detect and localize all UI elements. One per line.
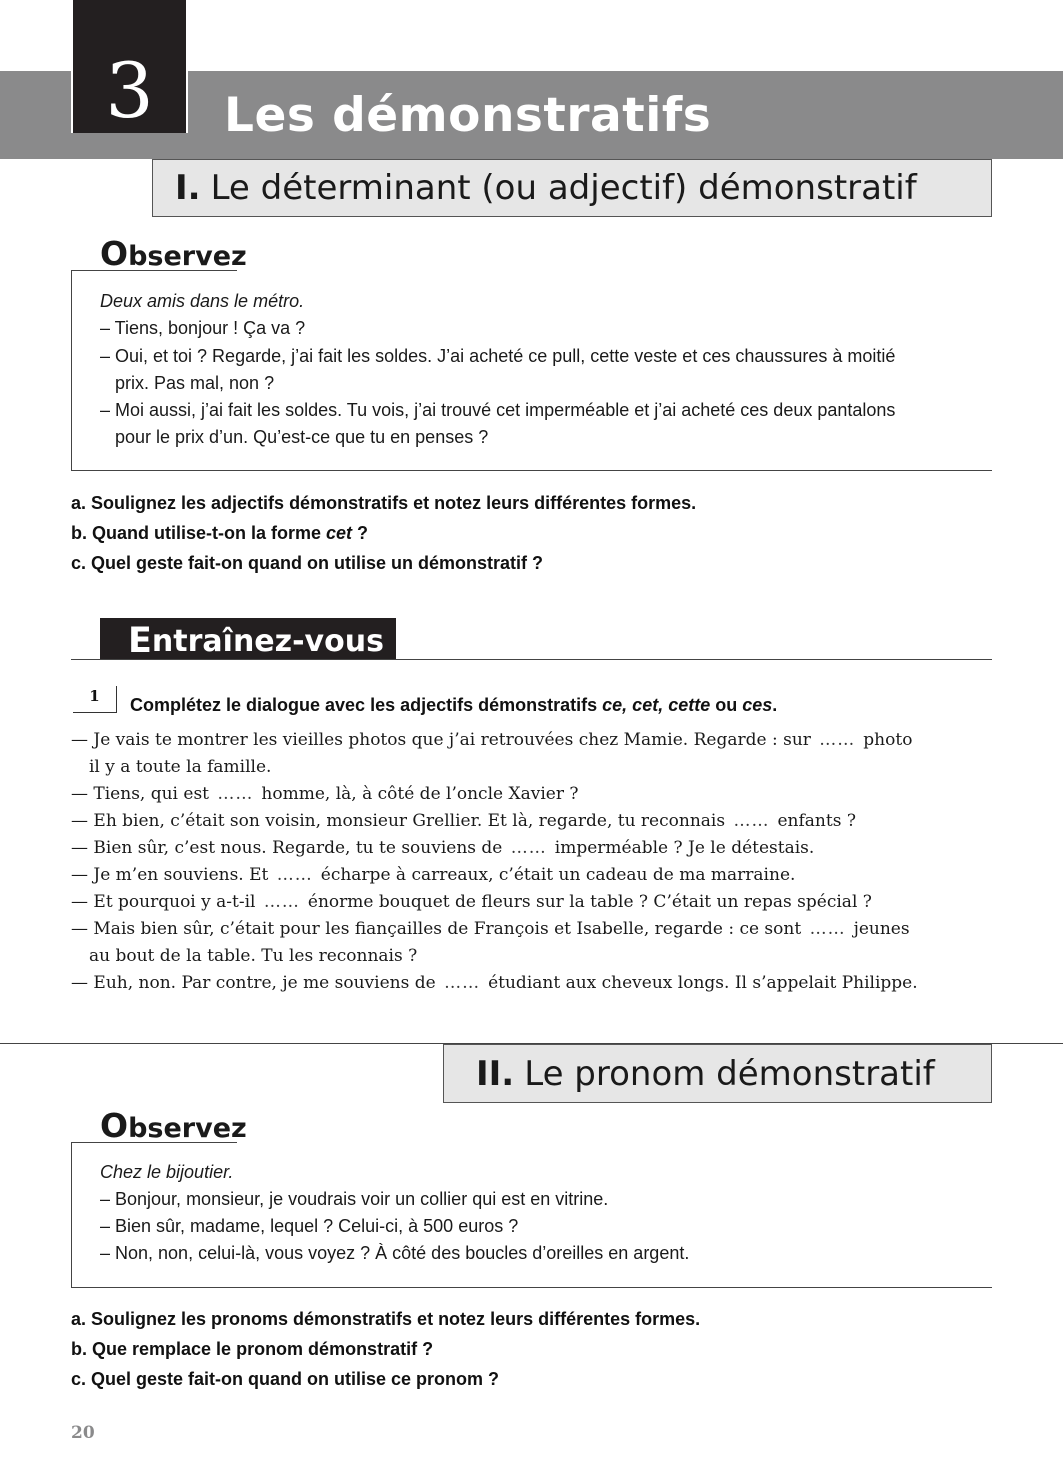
exercise-line: au bout de la table. Tu les reconnais ? xyxy=(89,946,418,966)
observe-heading-1: Observez xyxy=(100,234,247,273)
dialogue-line: pour le prix d’un. Qu’est-ce que tu en penses ? xyxy=(115,427,489,447)
answer-blank[interactable]: …… xyxy=(217,784,254,804)
section-2-numeral: II. xyxy=(476,1053,515,1094)
training-rule xyxy=(71,659,992,660)
exercise-instruction: Complétez le dialogue avec les adjectifs démonstratifs ce, cet, cette ou ces. xyxy=(130,695,778,715)
dialogue-line: – Tiens, bonjour ! Ça va ? xyxy=(100,318,306,338)
context-line: Chez le bijoutier. xyxy=(100,1162,234,1182)
context-line: Deux amis dans le métro. xyxy=(100,291,305,311)
answer-blank[interactable]: …… xyxy=(444,973,481,993)
chapter-number: 3 xyxy=(71,0,188,133)
dialogue-line: – Moi aussi, j’ai fait les soldes. Tu vois, j’ai trouvé cet imperméable et j’ai acheté ces deux pantalons xyxy=(100,400,896,420)
exercise-line: — Et pourquoi y a-t-il …… énorme bouquet de fleurs sur la table ? C’était un repas spécial ? xyxy=(71,892,872,912)
exercise-line: il y a toute la famille. xyxy=(89,757,272,777)
chapter-title: Les démonstratifs xyxy=(224,88,712,143)
answer-blank[interactable]: …… xyxy=(809,919,846,939)
section-2-heading xyxy=(443,1044,992,1103)
question-a: a. Soulignez les pronoms démonstratifs et notez leurs différentes formes. xyxy=(71,1309,701,1329)
exercise-line: — Je vais te montrer les vieilles photos que j’ai retrouvées chez Mamie. Regarde : sur …… photo xyxy=(71,730,913,750)
section-1-heading xyxy=(152,159,992,217)
question-b: b. Que remplace le pronom démonstratif ? xyxy=(71,1339,434,1359)
dialogue-line: prix. Pas mal, non ? xyxy=(115,373,275,393)
dialogue-line: – Bonjour, monsieur, je voudrais voir un collier qui est en vitrine. xyxy=(100,1189,609,1209)
answer-blank[interactable]: …… xyxy=(819,730,856,750)
dialogue-line: – Non, non, celui-là, vous voyez ? À côté des boucles d’oreilles en argent. xyxy=(100,1243,690,1263)
training-heading: E ntraînez-vous xyxy=(100,618,396,660)
section-1-numeral: I. xyxy=(175,168,201,208)
answer-blank[interactable]: …… xyxy=(733,811,770,831)
exercise-line: — Je m’en souviens. Et …… écharpe à carreaux, c’était un cadeau de ma marraine. xyxy=(71,865,796,885)
section-2-title: Le pronom démonstratif xyxy=(524,1053,935,1094)
observe-heading-2: Observez xyxy=(100,1106,247,1145)
question-c: c. Quel geste fait-on quand on utilise ce pronom ? xyxy=(71,1369,500,1389)
question-a: a. Soulignez les adjectifs démonstratifs et notez leurs différentes formes. xyxy=(71,493,697,513)
question-c: c. Quel geste fait-on quand on utilise un démonstratif ? xyxy=(71,553,544,573)
exercise-line: — Bien sûr, c’est nous. Regarde, tu te souviens de …… imperméable ? Je le détestais. xyxy=(71,838,815,858)
exercise-number: 1 xyxy=(73,686,117,713)
exercise-line: — Tiens, qui est …… homme, là, à côté de l’oncle Xavier ? xyxy=(71,784,579,804)
exercise-line: — Eh bien, c’était son voisin, monsieur Grellier. Et là, regarde, tu reconnais …… enfants ? xyxy=(71,811,856,831)
dialogue-line: – Bien sûr, madame, lequel ? Celui-ci, à 500 euros ? xyxy=(100,1216,519,1236)
answer-blank[interactable]: …… xyxy=(263,892,300,912)
exercise-line: — Mais bien sûr, c’était pour les fiançailles de François et Isabelle, regarde : ce sont …… jeunes xyxy=(71,919,910,939)
page-number: 20 xyxy=(71,1423,95,1443)
section-1-title: Le déterminant (ou adjectif) démonstratif xyxy=(210,168,917,208)
answer-blank[interactable]: …… xyxy=(510,838,547,858)
question-b: b. Quand utilise-t-on la forme cet ? xyxy=(71,523,369,543)
answer-blank[interactable]: …… xyxy=(276,865,313,885)
dialogue-line: – Oui, et toi ? Regarde, j’ai fait les soldes. J’ai acheté ce pull, cette veste et ces chaussures à moitié xyxy=(100,346,896,366)
exercise-line: — Euh, non. Par contre, je me souviens de …… étudiant aux cheveux longs. Il s’appelait Philippe. xyxy=(71,973,918,993)
